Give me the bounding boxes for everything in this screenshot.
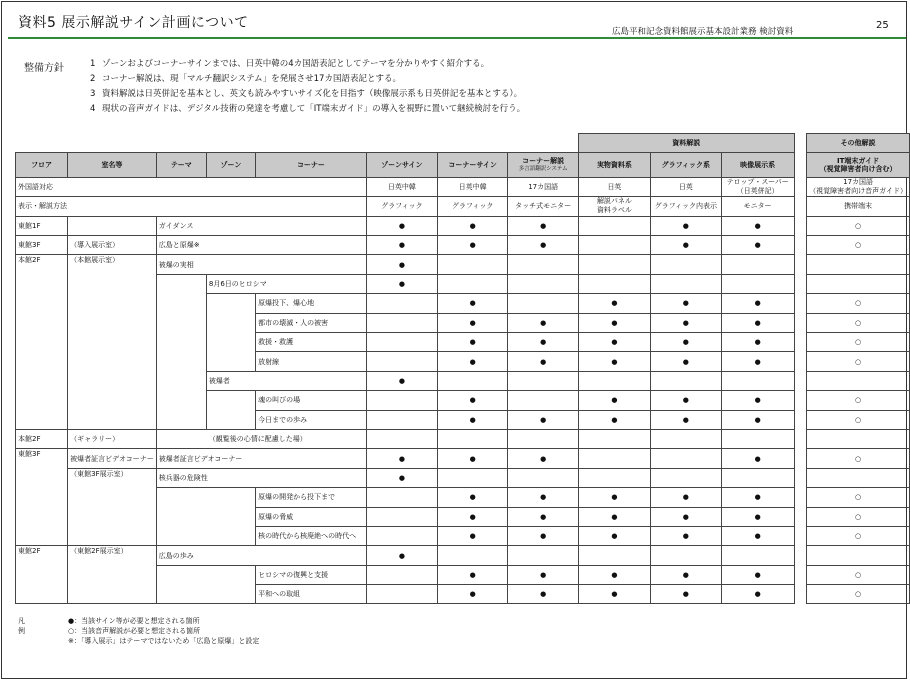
- policy-item: 2 コーナー解説は、現「マルチ翻訳システム」を発展させ17カ国語表記とする。: [90, 74, 401, 84]
- col-corner: コーナー: [256, 152, 367, 177]
- table-row: 被爆者 ●: [16, 371, 910, 390]
- table-row: 原爆投下、爆心地 ● ● ● ● ○: [16, 294, 910, 313]
- table-row: 東館3F （導入展示室） 広島と原爆※ ● ● ● ● ● ○: [16, 236, 910, 255]
- page-number: 25: [876, 20, 889, 31]
- method-row: 表示・解説方法 グラフィック グラフィック タッチ式モニター 解説パネル 資料ラベル グラフィック内表示 モニター 携帯端末: [16, 197, 910, 216]
- method-row-label: 表示・解説方法: [16, 197, 367, 216]
- table-row: ヒロシマの復興と支援 ● ● ● ● ● ○: [16, 565, 910, 584]
- table-row: 救援・救護 ● ● ● ● ● ○: [16, 333, 910, 352]
- table-row: 東館2F （東館2F展示室） 広島の歩み ●: [16, 546, 910, 565]
- language-row-label: 外国語対応: [16, 177, 367, 196]
- policy-label: 整備方針: [24, 63, 64, 74]
- header-divider: [8, 37, 906, 39]
- legend-note: ※：「導入展示」はテーマではないため「広島と原爆」と設定: [68, 637, 260, 645]
- table-row: 原爆の開発から投下まで ● ● ● ● ● ○: [16, 488, 910, 507]
- policy-item: 3 資料解説は日英併記を基本とし、英文も読みやすいサイズ化を目指す（映像展示系も日英併記を基本とする）。: [90, 89, 523, 99]
- col-it-guide: IT端末ガイド （視覚障害者向け含む）: [807, 152, 910, 177]
- col-corner-expl: コーナー解説 多言語翻訳システム: [508, 152, 579, 177]
- legend-open: ○：当該音声解説が必要と想定される箇所: [68, 627, 201, 635]
- table-row: 放射線 ● ● ● ● ● ○: [16, 352, 910, 371]
- col-room: 室名等: [68, 152, 157, 177]
- col-zone-sign: ゾーンサイン: [366, 152, 437, 177]
- table-row: 平和への取組 ● ● ● ● ● ○: [16, 585, 910, 604]
- legend-label: 凡例: [18, 617, 25, 635]
- sign-plan-table: [15, 133, 910, 604]
- table-row: 本館2F （本館展示室） 被爆の実相 ●: [16, 255, 910, 274]
- col-graphic: グラフィック系: [650, 152, 721, 177]
- table-row: 都市の壊滅・人の被害 ● ● ● ● ● ○: [16, 313, 910, 332]
- table-row: （東館3F展示室） 核兵器の危険性 ●: [16, 468, 910, 487]
- policy-item: 1 ゾーンおよびコーナーサインまでは、日英中韓の4カ国語表記としてテーマを分かりやすく紹介する。: [90, 59, 490, 69]
- table-row: 核の時代から核廃絶への時代へ ● ● ● ● ● ○: [16, 526, 910, 545]
- col-theme: テーマ: [156, 152, 206, 177]
- table-row: 8月6日のヒロシマ ●: [16, 274, 910, 293]
- table-row: 今日までの歩み ● ● ● ● ● ○: [16, 410, 910, 429]
- language-row: 外国語対応 日英中韓 日英中韓 17カ国語 日英 日英 テロップ・スーパー （日英併記） 17カ国語 （視覚障害者向け音声ガイド）: [16, 177, 910, 196]
- table-row: 東館1F ガイダンス ● ● ● ● ● ○: [16, 216, 910, 235]
- page-title: 資料5 展示解説サイン計画について: [18, 15, 249, 31]
- legend-filled: ●：当該サイン等が必要と想定される箇所: [68, 617, 200, 625]
- column-header-row: [16, 152, 910, 177]
- col-floor: フロア: [16, 152, 68, 177]
- col-corner-sign: コーナーサイン: [437, 152, 507, 177]
- other-group-header: その他解説: [807, 134, 910, 153]
- col-zone: ゾーン: [206, 152, 255, 177]
- table-row: 原爆の脅威 ● ● ● ● ● ○: [16, 507, 910, 526]
- table-row: 本館2F （ギャラリー） （観覧後の心情に配慮した場）: [16, 429, 910, 448]
- col-eizo: 映像展示系: [721, 152, 794, 177]
- group-header-row: [16, 134, 910, 153]
- table-row: 魂の叫びの場 ● ● ● ● ○: [16, 391, 910, 410]
- document-subtitle: 広島平和記念資料館展示基本設計業務 検討資料: [612, 27, 794, 37]
- policy-item: 4 現状の音声ガイドは、デジタル技術の発達を考慮して「IT端末ガイド」の導入を視野に置いて継続検討を行う。: [90, 104, 526, 114]
- shiryo-group-header: 資料解説: [579, 134, 795, 153]
- table-row: 東館3F 被爆者証言ビデオコーナー 被爆者証言ビデオコーナー ● ● ● ● ○: [16, 449, 910, 468]
- col-jitsubutsu: 実物資料系: [579, 152, 651, 177]
- policy-list: [90, 57, 525, 117]
